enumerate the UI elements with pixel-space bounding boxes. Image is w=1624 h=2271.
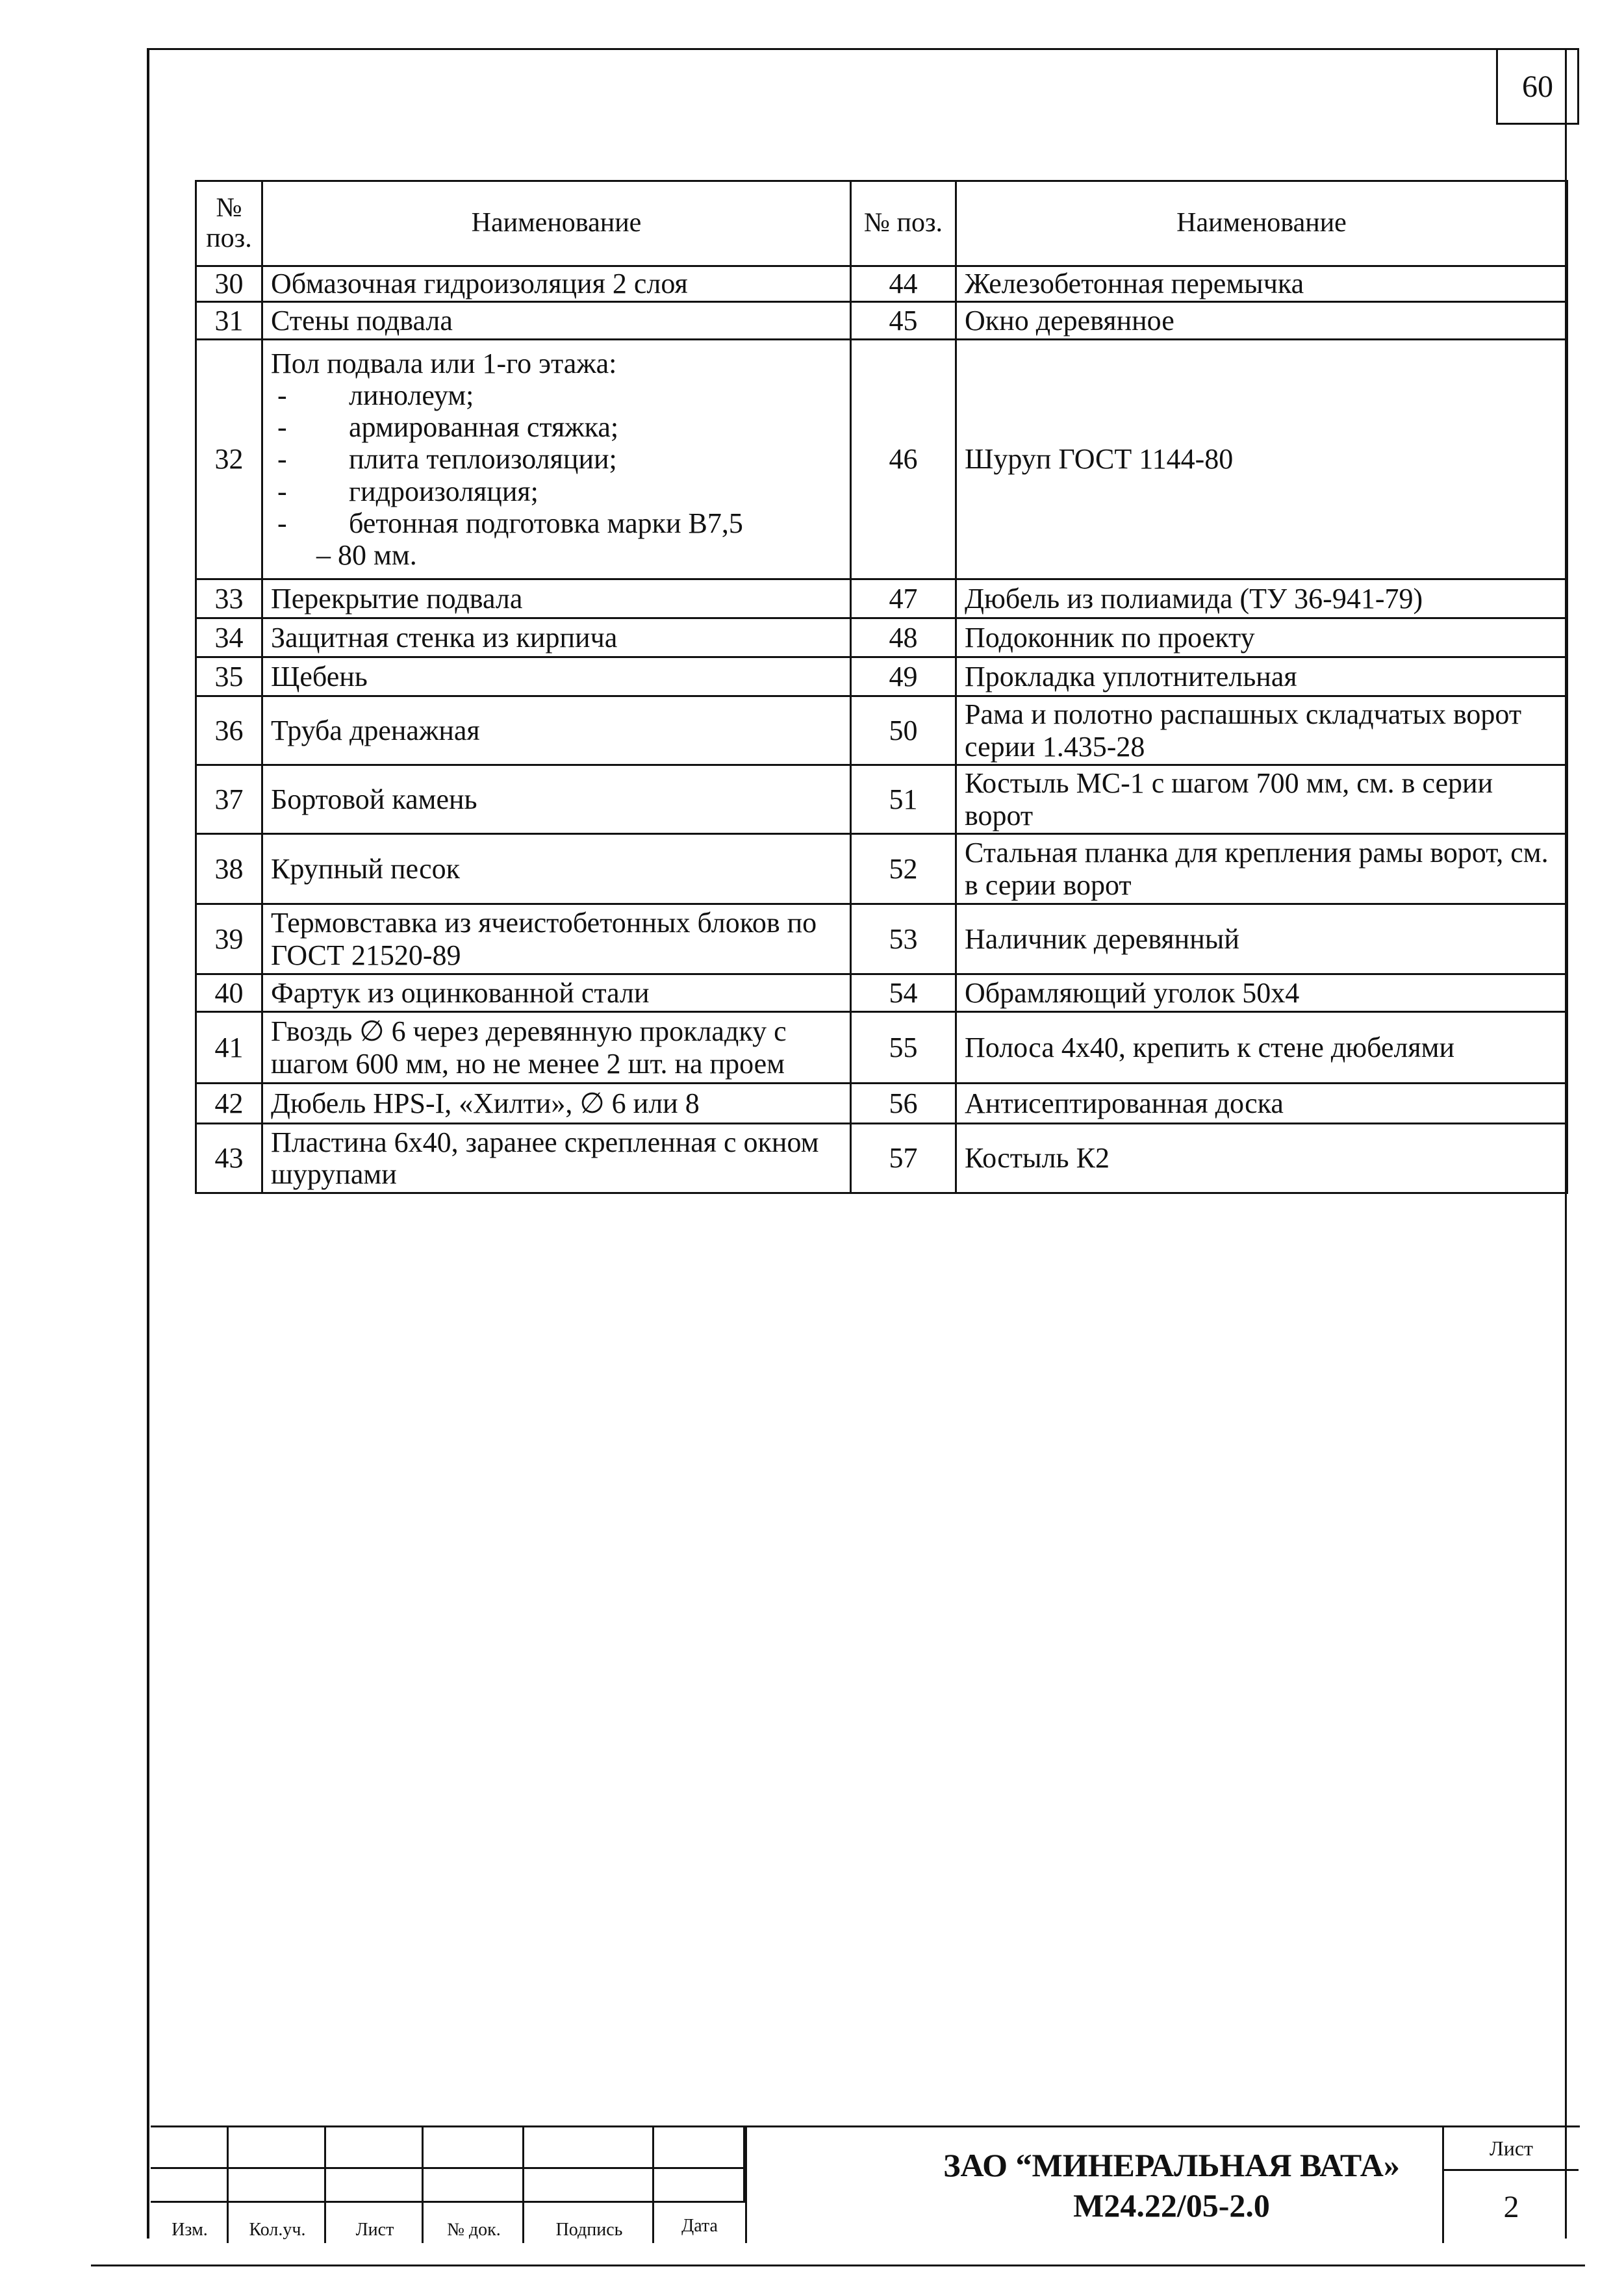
item-name: Полоса 4х40, крепить к стене дюбелями	[956, 1012, 1567, 1084]
item-name: Фартук из оцинкованной стали	[262, 974, 851, 1012]
grid-cell	[326, 2127, 424, 2169]
table-row	[196, 340, 1567, 579]
item-name: Крупный песок	[262, 834, 851, 904]
floor-heading: Пол подвала или 1-го этажа:	[271, 347, 617, 379]
item-name: Перекрытие подвала	[262, 579, 851, 618]
item-name: Костыль МС-1 с шагом 700 мм, см. в серии ворот	[956, 765, 1567, 834]
pos-number: 53	[851, 904, 956, 974]
list-item: - армированная стяжка;	[277, 411, 619, 444]
item-name: Костыль К2	[956, 1124, 1567, 1193]
floor-layers-list	[271, 379, 842, 539]
pos-number: 36	[196, 696, 262, 765]
item-name: Пластина 6х40, заранее скрепленная с окном шурупами	[262, 1124, 851, 1193]
grid-cell	[424, 2169, 524, 2203]
pos-number: 55	[851, 1012, 956, 1084]
table-row	[196, 696, 1567, 765]
pos-number: 44	[851, 266, 956, 302]
item-name: Прокладка уплотнительная	[956, 657, 1567, 696]
table-row	[196, 974, 1567, 1012]
label-list: Лист	[355, 2220, 394, 2240]
pos-number: 46	[851, 340, 956, 579]
table-row	[196, 579, 1567, 618]
label-doc-number: № док.	[447, 2220, 501, 2240]
grid-cell	[424, 2127, 524, 2169]
list-item: - линолеум;	[277, 379, 474, 411]
floor-tail: – 80 мм.	[316, 539, 417, 572]
item-name: Бортовой камень	[262, 765, 851, 834]
pos-number: 32	[196, 340, 262, 579]
item-name: Термовставка из ячеистобетонных блоков по ГОСТ 21520-89	[262, 904, 851, 974]
item-name: Антисептированная доска	[956, 1084, 1567, 1124]
sheet-cell	[1442, 2127, 1579, 2243]
page-number: 60	[1496, 48, 1579, 125]
label-date: Дата	[681, 2216, 718, 2236]
item-name: Обрамляющий уголок 50х4	[956, 974, 1567, 1012]
item-name: Шуруп ГОСТ 1144-80	[956, 340, 1567, 579]
table-header-row	[196, 181, 1567, 266]
item-name: Окно деревянное	[956, 302, 1567, 340]
pos-number: 51	[851, 765, 956, 834]
pos-number: 42	[196, 1084, 262, 1124]
pos-number: 34	[196, 618, 262, 657]
sheet-label: Лист	[1444, 2127, 1579, 2171]
pos-number: 38	[196, 834, 262, 904]
pos-number: 50	[851, 696, 956, 765]
item-name: Гвоздь ∅ 6 через деревянную прокладку с шагом 600 мм, но не менее 2 шт. на проем	[262, 1012, 851, 1084]
revision-grid	[151, 2127, 745, 2243]
table-row	[196, 1124, 1567, 1193]
grid-cell	[524, 2169, 654, 2203]
grid-cell	[326, 2169, 424, 2203]
pos-number: 43	[196, 1124, 262, 1193]
header-num-left: № поз.	[196, 181, 262, 266]
specification-table	[195, 180, 1568, 1194]
pos-number: 47	[851, 579, 956, 618]
grid-cell	[151, 2127, 229, 2169]
pos-number: 54	[851, 974, 956, 1012]
pos-number: 37	[196, 765, 262, 834]
pos-number: 30	[196, 266, 262, 302]
document-code: М24.22/05-2.0	[1073, 2187, 1270, 2224]
label-kol-uch: Кол.уч.	[249, 2220, 306, 2240]
pos-number: 57	[851, 1124, 956, 1193]
grid-cell	[229, 2169, 326, 2203]
table-row	[196, 765, 1567, 834]
grid-cell	[229, 2127, 326, 2169]
header-num-right: № поз.	[851, 181, 956, 266]
grid-cell	[524, 2127, 654, 2169]
pos-number: 33	[196, 579, 262, 618]
item-name	[262, 340, 851, 579]
pos-number: 41	[196, 1012, 262, 1084]
table-row	[196, 266, 1567, 302]
item-name: Труба дренажная	[262, 696, 851, 765]
pos-number: 56	[851, 1084, 956, 1124]
item-name: Подоконник по проекту	[956, 618, 1567, 657]
header-name-left: Наименование	[262, 181, 851, 266]
pos-number: 40	[196, 974, 262, 1012]
table-row	[196, 302, 1567, 340]
item-name: Обмазочная гидроизоляция 2 слоя	[262, 266, 851, 302]
item-name: Защитная стенка из кирпича	[262, 618, 851, 657]
table-row	[196, 1012, 1567, 1084]
item-name: Щебень	[262, 657, 851, 696]
company-name: ЗАО “МИНЕРАЛЬНАЯ ВАТА»	[943, 2146, 1400, 2183]
list-item: - гидроизоляция;	[277, 475, 539, 507]
pos-number: 49	[851, 657, 956, 696]
table-row	[196, 904, 1567, 974]
pos-number: 39	[196, 904, 262, 974]
item-name: Стальная планка для крепления рамы ворот, см. в серии ворот	[956, 834, 1567, 904]
item-name: Рама и полотно распашных складчатых ворот серии 1.435-28	[956, 696, 1567, 765]
item-name: Стены подвала	[262, 302, 851, 340]
pos-number: 31	[196, 302, 262, 340]
sheet-number: 2	[1503, 2189, 1519, 2224]
pos-number: 45	[851, 302, 956, 340]
table-row	[196, 1084, 1567, 1124]
pos-number: 48	[851, 618, 956, 657]
label-izm: Изм.	[171, 2220, 208, 2240]
grid-cell	[654, 2169, 745, 2203]
item-name: Дюбель HPS-I, «Хилти», ∅ 6 или 8	[262, 1084, 851, 1124]
list-item: - плита теплоизоляции;	[277, 443, 617, 476]
pos-number: 35	[196, 657, 262, 696]
label-signature: Подпись	[555, 2220, 623, 2240]
bottom-rule	[91, 2265, 1585, 2266]
table-row	[196, 618, 1567, 657]
list-item: - бетонная подготовка марки В7,5	[277, 507, 743, 539]
title-block	[151, 2125, 1580, 2241]
grid-cell	[654, 2127, 745, 2169]
pos-number: 52	[851, 834, 956, 904]
header-name-right: Наименование	[956, 181, 1567, 266]
item-name: Железобетонная перемычка	[956, 266, 1567, 302]
table-row	[196, 834, 1567, 904]
grid-cell	[151, 2169, 229, 2203]
item-name: Дюбель из полиамида (ТУ 36-941-79)	[956, 579, 1567, 618]
item-name: Наличник деревянный	[956, 904, 1567, 974]
table-row	[196, 657, 1567, 696]
